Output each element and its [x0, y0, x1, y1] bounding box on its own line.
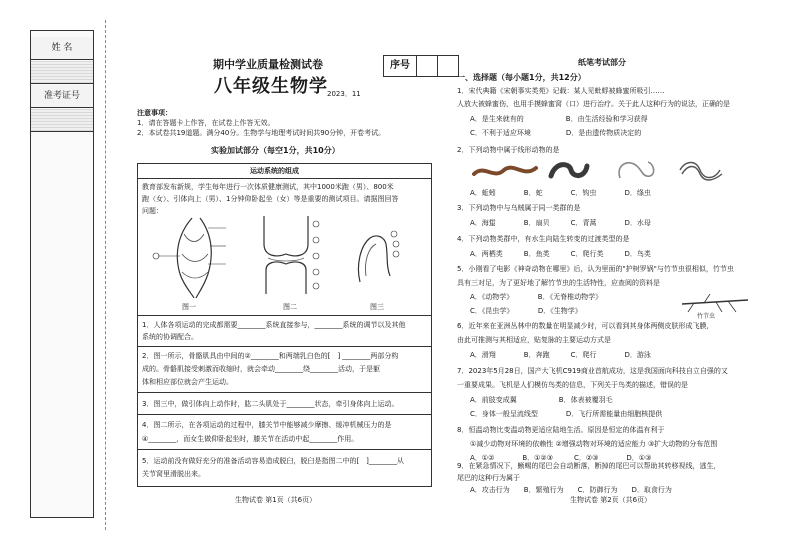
written-line: A．是生来就有的 B．由生活经验和学习获得 [470, 115, 648, 123]
question-line: ④________，而女生做仰卧起坐时，膝关节在活动中起________作用。 [142, 435, 359, 443]
candidate-info-strip [30, 30, 94, 518]
name-label: 姓 名 [31, 37, 93, 60]
notice-line: 1．请在答题卡上作答，在试卷上作答无效。 [137, 119, 275, 127]
question-line: 4．图二所示，在各项运动的过程中，膝关节中能够减少摩擦、缓冲机械压力的是 [142, 421, 392, 429]
written-line: 2．下列动物中属于线形动物的是 [457, 146, 560, 154]
question-line: 系统的协调配合。 [142, 333, 198, 341]
question-line: 3．图三中，做引体向上动作时，肱二头肌处于________状态，牵引身体向上运动。 [142, 400, 399, 408]
cut-line [105, 20, 106, 530]
written-line: 4．下列动物类群中，有水生向陆生转变的过渡类型的是 [457, 235, 630, 243]
question-line: 1．人体各项运动的完成都需要________系统直接参与，________系统的调节以及其他 [142, 321, 406, 329]
id-field[interactable] [31, 109, 93, 132]
figure-arm [350, 226, 410, 286]
exam-title: 期中学业质量检测试卷 [213, 58, 323, 71]
written-heading: 纸笔考试部分 [578, 58, 626, 67]
written-line: 由此可推测与其相适应，贴复脉的主要运动方式是 [457, 336, 611, 344]
figure-knee-joint [256, 214, 326, 300]
written-line: A．攻击行为 B．繁殖行为 C．防御行为 D．取食行为 [470, 486, 672, 494]
notice-heading: 注意事项： [137, 109, 172, 117]
stick-insect-caption: 竹节虫 [697, 313, 716, 320]
intro-line: 跑（女）、引体向上（男）、1分钟仰卧起坐（女）等是重要的测试项目。请据图回答 [142, 195, 399, 203]
exam-date: 2023．11 [327, 90, 361, 98]
written-line: 6．近年来在亚洲丛林中的数量在明显减少时，可以看到其身体两侧皮肤形成飞膜， [457, 322, 714, 330]
tapeworm-image [676, 156, 726, 184]
exp-question-box [137, 163, 432, 487]
intro-line: 问题： [142, 207, 163, 215]
written-line: A．两栖类 B．鱼类 C．爬行类 D．鸟类 [470, 250, 651, 258]
seat-number-box[interactable] [383, 55, 459, 77]
written-line: ①减少动物对环境的依赖性 ②增强动物对环境的适应能力 ③扩大动物的分布范围 [470, 440, 718, 448]
question-line: 成的。骨骼肌接受刺激而收缩时，就会牵动________绕________活动，于是躯 [142, 365, 380, 373]
written-line: 7．2023年5月28日，国产大飞机C919商业首航成功，这是我国面向科技自立自强的又 [457, 367, 728, 375]
written-line: 1．宋代典籍《宋朝事实类苑》记载：某人见蚍蜉被蜂蜜所吸引…… [457, 87, 665, 95]
figure-muscle [152, 214, 232, 300]
written-line: 9．在紧急情况下，蜥蜴的尾巴会自动断落，断掉的尾巴可以帮助其转移视线，逃生， [457, 462, 721, 470]
seat-cell [417, 56, 438, 76]
figure-1-label: 图一 [182, 303, 196, 311]
written-line: 8．恒温动物比变温动物更适应陆地生活。原因是恒定的体温有利于 [457, 426, 665, 434]
written-line: A．①② B．①②③ C．②③ D．①③ [470, 454, 652, 462]
question-line: 2．图一所示，骨骼肌具由中间的②________和两端乳白色的[ ] ________两部分构 [142, 352, 399, 360]
subject-title: 八年级生物学 [214, 76, 328, 97]
seat-label: 序号 [384, 56, 417, 76]
written-line: 尾巴的这种行为属于 [457, 474, 520, 482]
written-line: 具有三对足，为了更好地了解竹节虫的生活特性，应查阅的资料是 [457, 279, 660, 287]
written-line: A．蚯蚓 B．蛇 C．钩虫 D．绦虫 [470, 189, 651, 197]
written-line: 一重要成果。飞机是人们模仿鸟类的信息，下列关于鸟类的描述，错误的是 [457, 381, 688, 389]
written-line: A．滑翔 B．奔跑 C．爬行 D．游泳 [470, 351, 651, 359]
question-line: 5．运动前没有做好充分的准备活动容易造成脱臼，脱臼是指图二中的[ ]________从 [142, 457, 404, 465]
written-line: 人放大被蜂蜜伤，也用手摸蜂蜜窝（口）进行治疗。关于此人这种行为的说法，正确的是 [457, 100, 730, 108]
written-line: A．海蜇 B．扇贝 C．青蒿 D．水母 [470, 219, 651, 227]
intro-line: 教育部发布新规，学生每年进行一次体质健康测试，其中1000米跑（男）、800米 [142, 183, 394, 191]
notice-line: 2．本试卷共19道题。满分40分。生物学与地理考试时间共90分钟，开卷考试。 [137, 129, 386, 137]
written-line: C．《昆虫学》 D．《生物学》 [470, 307, 582, 315]
page-footer-2: 生物试卷 第2页（共6页） [570, 496, 652, 504]
stick-insect-image [680, 292, 750, 314]
question-line: 体和相应部位就会产生运动。 [142, 378, 233, 386]
written-line: A．《动物学》 B．《无脊椎动物学》 [470, 293, 603, 301]
name-field[interactable] [31, 61, 93, 84]
written-line: A．前肢变成翼 B．体表被覆羽毛 [470, 396, 613, 404]
box-title: 运动系统的组成 [250, 167, 299, 175]
exp-section-heading: 实验加试部分（每空1分，共10分） [211, 146, 340, 155]
choice-heading: 一、选择题（每小题1分，共12分） [457, 73, 586, 82]
written-line: C．不利于适应环境 D．是由遗传物质决定的 [470, 129, 642, 137]
figure-2-label: 图二 [283, 303, 297, 311]
id-label: 准考证号 [31, 85, 93, 108]
hookworm-image [612, 156, 658, 184]
seat-cell [438, 56, 458, 76]
question-line: 关节窝里滑脱出来。 [142, 470, 205, 478]
written-line: C．身体一般呈流线型 D．飞行所需能量由细胞核提供 [470, 410, 663, 418]
written-line: 5．小刚看了电影《神奇动物在哪里》后，认为里面的"护树罗锅"与竹节虫很相似，竹节虫 [457, 265, 734, 273]
earthworm-image [470, 160, 540, 182]
page-footer-1: 生物试卷 第1页（共6页） [235, 496, 317, 504]
figure-3-label: 图三 [370, 303, 384, 311]
written-line: 3．下列动物中与乌贼属于同一类群的是 [457, 204, 581, 212]
snake-image [545, 156, 593, 184]
